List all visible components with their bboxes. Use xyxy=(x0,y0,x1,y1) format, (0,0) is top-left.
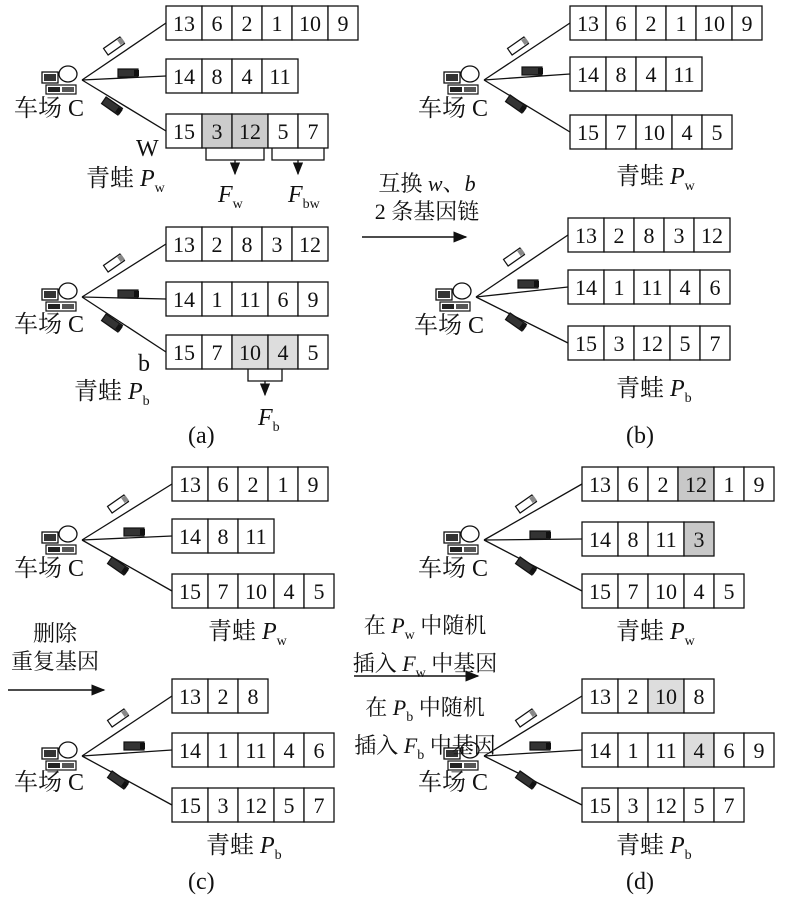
panel-d-b-route-0-gene-3: 8 xyxy=(693,684,705,709)
panel-a-w-route-0-gene-1: 6 xyxy=(211,11,223,36)
panel-c-w-truck-0 xyxy=(108,494,130,513)
panel-b-b-truck-1 xyxy=(518,280,539,288)
insert-arrow-text: 在 $P_w$ 中随机 插入 $F_w$ 中基因 在 $P_b$ 中随机 插入 $F_b$ 中基因 xyxy=(352,613,498,763)
panel-b-w-route-2-gene-0: 15 xyxy=(577,120,599,145)
panel-c-w-route-0-gene-4: 9 xyxy=(307,472,319,497)
frog-label-c-w: 青蛙 $P_w$ xyxy=(208,619,287,649)
panel-d-w-route-2-gene-4: 5 xyxy=(723,579,735,604)
fb-bracket xyxy=(248,369,282,381)
panel-a-b-edge-2 xyxy=(82,297,166,352)
panel-a-w-depot-icon-keyboard xyxy=(48,87,60,92)
panel-d-b-route-0-gene-2: 10 xyxy=(655,684,677,709)
panel-a-w-truck-1 xyxy=(118,69,139,77)
panel-b-b-truck-2 xyxy=(506,313,528,332)
frog-label-a-b: 青蛙 $P_b$ xyxy=(74,379,150,409)
panel-a-w-depot-icon-globe xyxy=(59,66,77,82)
panel-b-b-route-0-gene-1: 2 xyxy=(613,223,625,248)
panel-b-b-route-1-gene-1: 1 xyxy=(613,275,625,300)
panel-d-b-route-2-gene-1: 3 xyxy=(627,793,639,818)
panel-a-w-route-1-gene-3: 11 xyxy=(269,64,291,89)
panel-a-b-route-2-gene-0: 15 xyxy=(173,340,195,365)
panel-b-w-depot-icon-keyboard xyxy=(450,87,462,92)
panel-b-w-route-2-gene-3: 4 xyxy=(681,120,693,145)
panel-d-b-route-1-gene-1: 1 xyxy=(627,738,639,763)
panel-a-w-route-0-gene-3: 1 xyxy=(271,11,283,36)
panel-b-w-truck-2 xyxy=(506,95,528,114)
panel-a-b-route-1-gene-3: 6 xyxy=(277,287,289,312)
panel-c-w-route-2-gene-2: 10 xyxy=(245,579,267,604)
panel-d-w-route-2-gene-0: 15 xyxy=(589,579,611,604)
panel-a-b-depot-icon-drive xyxy=(62,304,74,309)
panel-a-w-route-0-gene-4: 10 xyxy=(299,11,321,36)
panel-c-b-depot-icon-keyboard xyxy=(48,763,60,768)
panel-b-b-depot-icon-keyboard xyxy=(442,304,454,309)
panel-d-w-route-1-gene-3: 3 xyxy=(693,527,705,552)
panel-b-w-route-0-gene-2: 2 xyxy=(645,11,657,36)
panel-b-w-route-1-gene-2: 4 xyxy=(645,62,657,87)
panel-a-w-route-1-gene-1: 8 xyxy=(211,64,223,89)
depot-label-d-b: 车场 C xyxy=(418,770,489,796)
dedupe-arrow-text: 删除 重复基因 xyxy=(10,621,99,674)
panel-b-w-depot-icon-drive xyxy=(464,87,476,92)
panel-c-b-truck-1-cab xyxy=(140,743,145,749)
swap-arrow-text: 互换 w、b 2 条基因链 xyxy=(374,171,480,224)
panel-b-w-route-2-gene-1: 7 xyxy=(615,120,627,145)
depot-label-c-b: 车场 C xyxy=(14,770,85,796)
panel-b-b-route-1-gene-2: 11 xyxy=(641,275,663,300)
panel-c-b-route-2-gene-1: 3 xyxy=(217,793,229,818)
panel-d-w-truck-0 xyxy=(516,494,538,513)
panel-b-w-route-0-gene-3: 1 xyxy=(675,11,687,36)
panel-a-b-truck-1-cab xyxy=(134,291,139,297)
panel-d-w-truck-1-cab xyxy=(546,532,551,538)
panel-d-w-route-2-gene-2: 10 xyxy=(655,579,677,604)
panel-d-w-truck-1 xyxy=(530,531,551,539)
panel-a-b-route-1-gene-0: 14 xyxy=(173,287,195,312)
panel-a-b-route-1-gene-1: 1 xyxy=(211,287,223,312)
panel-b-b-route-0-gene-4: 12 xyxy=(701,223,723,248)
panel-c-b-route-1-gene-2: 11 xyxy=(245,738,267,763)
panel-d-w-route-0-gene-1: 6 xyxy=(627,472,639,497)
panel-c-b-depot-icon-drive xyxy=(62,763,74,768)
panel-b-w-depot-icon-globe xyxy=(461,66,479,82)
frog-label-c-b: 青蛙 $P_b$ xyxy=(206,833,282,863)
panel-a-w-route-0-gene-5: 9 xyxy=(337,11,349,36)
frog-label-a-w: 青蛙 $P_w$ xyxy=(86,166,165,196)
panel-d-w-route-1-gene-2: 11 xyxy=(655,527,677,552)
frog-label-b-b: 青蛙 $P_b$ xyxy=(616,376,692,406)
panel-b-w-route-0-gene-5: 9 xyxy=(741,11,753,36)
panel-b-b-truck-1-cab xyxy=(534,281,539,287)
panel-d-w-route-0-gene-3: 12 xyxy=(685,472,707,497)
panel-b-w-edge-2 xyxy=(484,80,570,132)
panel-d-b-route-1-gene-4: 6 xyxy=(723,738,735,763)
frog-label-d-w: 青蛙 $P_w$ xyxy=(616,619,695,649)
panel-d-w-depot-icon-drive xyxy=(464,547,476,552)
fbw-label: $F_{bw}$ xyxy=(288,182,320,212)
panel-c-b-edge-1 xyxy=(82,750,172,756)
panel-a-b-route-0-gene-2: 8 xyxy=(241,232,253,257)
panel-a-w-route-2-gene-4: 7 xyxy=(307,119,319,144)
panel-d-b-route-2-gene-3: 5 xyxy=(693,793,705,818)
panel-a-b-route-2-gene-3: 4 xyxy=(277,340,289,365)
panel-c-w-route-1-gene-0: 14 xyxy=(179,524,201,549)
panel-a-w-depot-icon-drive xyxy=(62,87,74,92)
panel-b-w-route-1-gene-1: 8 xyxy=(615,62,627,87)
panel-d-w-route-1-gene-0: 14 xyxy=(589,527,611,552)
panel-a-w-route-2-gene-3: 5 xyxy=(277,119,289,144)
panel-c-b-route-2-gene-2: 12 xyxy=(245,793,267,818)
panel-b-w-route-0-gene-4: 10 xyxy=(703,11,725,36)
panel-b-b-depot-icon-screen xyxy=(438,291,450,298)
panel-a-w-route-2-gene-2: 12 xyxy=(239,119,261,144)
panel-a-w-truck-1-cab xyxy=(134,70,139,76)
panel-a-w-depot-icon-screen xyxy=(44,74,56,81)
panel-b-b-route-2-gene-2: 12 xyxy=(641,331,663,356)
panel-b-w-route-2-gene-4: 5 xyxy=(711,120,723,145)
panel-d-w-route-0-gene-0: 13 xyxy=(589,472,611,497)
panel-c-b-route-1-gene-1: 1 xyxy=(217,738,229,763)
panel-c-w-depot-icon-drive xyxy=(62,547,74,552)
panel-d-b-route-1-gene-2: 11 xyxy=(655,738,677,763)
panel-c-b-route-2-gene-0: 15 xyxy=(179,793,201,818)
panel-b-b-route-1-gene-4: 6 xyxy=(709,275,721,300)
depot-label-b-b: 车场 C xyxy=(414,313,485,339)
panel-a-w-route-2-gene-1: 3 xyxy=(211,119,223,144)
panel-b-b-route-2-gene-1: 3 xyxy=(613,331,625,356)
panel-b-b-depot-icon-drive xyxy=(456,304,468,309)
panel-c-b-edge-2 xyxy=(82,756,172,805)
panel-a-b-route-0-gene-4: 12 xyxy=(299,232,321,257)
panel-c-w-route-2-gene-3: 4 xyxy=(283,579,295,604)
panel-a-b-route-2-gene-2: 10 xyxy=(239,340,261,365)
panel-a-b-truck-0 xyxy=(104,253,126,272)
panel-b-b-route-1-gene-3: 4 xyxy=(679,275,691,300)
panel-d-b-route-2-gene-0: 15 xyxy=(589,793,611,818)
panel-d-w-route-0-gene-4: 1 xyxy=(723,472,735,497)
depot-label-c-w: 车场 C xyxy=(14,556,85,582)
panel-c-w-route-0-gene-3: 1 xyxy=(277,472,289,497)
panel-a-b-depot-icon-screen xyxy=(44,291,56,298)
panel-a-w-route-1-gene-0: 14 xyxy=(173,64,195,89)
panel-a-b-route-1-gene-4: 9 xyxy=(307,287,319,312)
panel-a-b-depot-icon-keyboard xyxy=(48,304,60,309)
panel-c-w-depot-icon-globe xyxy=(59,526,77,542)
panel-d-w-route-0-gene-2: 2 xyxy=(657,472,669,497)
panel-b-w-depot-icon-screen xyxy=(446,74,458,81)
panel-d-b-route-2-gene-4: 7 xyxy=(723,793,735,818)
panel-c-w-route-2-gene-0: 15 xyxy=(179,579,201,604)
panel-c-b-truck-0 xyxy=(108,708,130,727)
panel-d-b-truck-2 xyxy=(516,771,538,790)
panel-d-b-route-0-gene-0: 13 xyxy=(589,684,611,709)
panel-a-w-truck-2 xyxy=(102,97,124,116)
caption-c: (c) xyxy=(188,869,215,895)
panel-c-b-route-0-gene-0: 13 xyxy=(179,684,201,709)
panel-c-b-truck-2 xyxy=(108,771,130,790)
panel-c-w-truck-1 xyxy=(124,528,145,536)
caption-a: (a) xyxy=(188,423,215,449)
panel-b-b-depot-icon-globe xyxy=(453,283,471,299)
panel-d-b-route-1-gene-3: 4 xyxy=(693,738,705,763)
panel-b-b-route-0-gene-3: 3 xyxy=(673,223,685,248)
panel-a-b-route-0-gene-1: 2 xyxy=(211,232,223,257)
panel-d-w-route-2-gene-1: 7 xyxy=(627,579,639,604)
caption-d: (d) xyxy=(626,869,654,895)
panel-d-b-route-2-gene-2: 12 xyxy=(655,793,677,818)
depot-label-d-w: 车场 C xyxy=(418,556,489,582)
panel-a-w-route-1-gene-2: 4 xyxy=(241,64,253,89)
panel-b-w-route-1-gene-0: 14 xyxy=(577,62,599,87)
panel-d-w-depot-icon-screen xyxy=(446,534,458,541)
panel-c-b-route-2-gene-3: 5 xyxy=(283,793,295,818)
panel-a-w-edge-2 xyxy=(82,80,166,131)
panel-a-b-route-0-gene-0: 13 xyxy=(173,232,195,257)
panel-a-w-route-0-gene-0: 13 xyxy=(173,11,195,36)
panel-d-b-truck-1-cab xyxy=(546,743,551,749)
depot-label-a-b: 车场 C xyxy=(14,312,85,338)
frog-label-b-w: 青蛙 $P_w$ xyxy=(616,164,695,194)
frog-label-d-b: 青蛙 $P_b$ xyxy=(616,833,692,863)
panel-d-b-truck-1 xyxy=(530,742,551,750)
panel-d-w-truck-2 xyxy=(516,557,538,576)
fw-label: $F_w$ xyxy=(218,182,243,212)
panel-c-b-route-1-gene-4: 6 xyxy=(313,738,325,763)
panel-b-w-route-0-gene-0: 13 xyxy=(577,11,599,36)
panel-c-w-edge-2 xyxy=(82,540,172,591)
fbw-bracket xyxy=(272,148,324,160)
panel-b-b-edge-2 xyxy=(476,297,568,343)
panel-c-b-route-1-gene-3: 4 xyxy=(283,738,295,763)
panel-a-b-truck-1 xyxy=(118,290,139,298)
panel-a-b-route-2-gene-4: 5 xyxy=(307,340,319,365)
panel-c-b-depot-icon-screen xyxy=(44,750,56,757)
panel-b-b-route-2-gene-0: 15 xyxy=(575,331,597,356)
panel-c-w-depot-icon-screen xyxy=(44,534,56,541)
panel-c-w-truck-1-cab xyxy=(140,529,145,535)
panel-a-w-route-0-gene-2: 2 xyxy=(241,11,253,36)
fw-bracket xyxy=(206,148,264,160)
panel-c-w-route-1-gene-2: 11 xyxy=(245,524,267,549)
panel-b-w-truck-1-cab xyxy=(538,68,543,74)
panel-b-b-truck-0 xyxy=(504,247,526,266)
caption-b: (b) xyxy=(626,423,654,449)
fb-label: $F_b$ xyxy=(258,405,280,435)
panel-b-w-route-1-gene-3: 11 xyxy=(673,62,695,87)
panel-c-b-truck-1 xyxy=(124,742,145,750)
panel-d-b-route-1-gene-0: 14 xyxy=(589,738,611,763)
panel-d-w-route-2-gene-3: 4 xyxy=(693,579,705,604)
panel-d-w-route-0-gene-5: 9 xyxy=(753,472,765,497)
panel-c-w-depot-icon-keyboard xyxy=(48,547,60,552)
panel-c-w-route-1-gene-1: 8 xyxy=(217,524,229,549)
depot-label-a-w: 车场 C xyxy=(14,96,85,122)
panel-b-b-route-0-gene-2: 8 xyxy=(643,223,655,248)
panel-c-b-route-1-gene-0: 14 xyxy=(179,738,201,763)
panel-a-b-route-0-gene-3: 3 xyxy=(271,232,283,257)
panel-d-w-depot-icon-keyboard xyxy=(450,547,462,552)
panel-c-w-route-2-gene-4: 5 xyxy=(313,579,325,604)
panel-c-w-route-0-gene-1: 6 xyxy=(217,472,229,497)
panel-c-b-depot-icon-globe xyxy=(59,742,77,758)
panel-a-b-edge-0 xyxy=(82,244,166,297)
panel-b-b-route-1-gene-0: 14 xyxy=(575,275,597,300)
panel-b-w-route-0-gene-1: 6 xyxy=(615,11,627,36)
panel-c-b-route-2-gene-4: 7 xyxy=(313,793,325,818)
panel-b-b-route-2-gene-3: 5 xyxy=(679,331,691,356)
panel-d-w-depot-icon-globe xyxy=(461,526,479,542)
panel-c-b-route-0-gene-1: 2 xyxy=(217,684,229,709)
route-label-w: W xyxy=(136,136,159,162)
panel-b-w-route-2-gene-2: 10 xyxy=(643,120,665,145)
panel-c-w-route-0-gene-2: 2 xyxy=(247,472,259,497)
panel-a-b-route-1-gene-2: 11 xyxy=(239,287,261,312)
panel-b-w-truck-1 xyxy=(522,67,543,75)
panel-b-b-route-0-gene-0: 13 xyxy=(575,223,597,248)
panel-c-w-route-0-gene-0: 13 xyxy=(179,472,201,497)
panel-b-b-route-2-gene-4: 7 xyxy=(709,331,721,356)
panel-c-w-route-2-gene-1: 7 xyxy=(217,579,229,604)
panel-c-w-truck-2 xyxy=(108,557,130,576)
route-label-b: b xyxy=(138,351,150,377)
panel-d-b-route-1-gene-5: 9 xyxy=(753,738,765,763)
panel-d-w-route-1-gene-1: 8 xyxy=(627,527,639,552)
panel-a-b-depot-icon-globe xyxy=(59,283,77,299)
panel-a-b-route-2-gene-1: 7 xyxy=(211,340,223,365)
depot-label-b-w: 车场 C xyxy=(418,96,489,122)
panel-c-b-route-0-gene-2: 8 xyxy=(247,684,259,709)
panel-d-b-route-0-gene-1: 2 xyxy=(627,684,639,709)
panel-a-w-route-2-gene-0: 15 xyxy=(173,119,195,144)
